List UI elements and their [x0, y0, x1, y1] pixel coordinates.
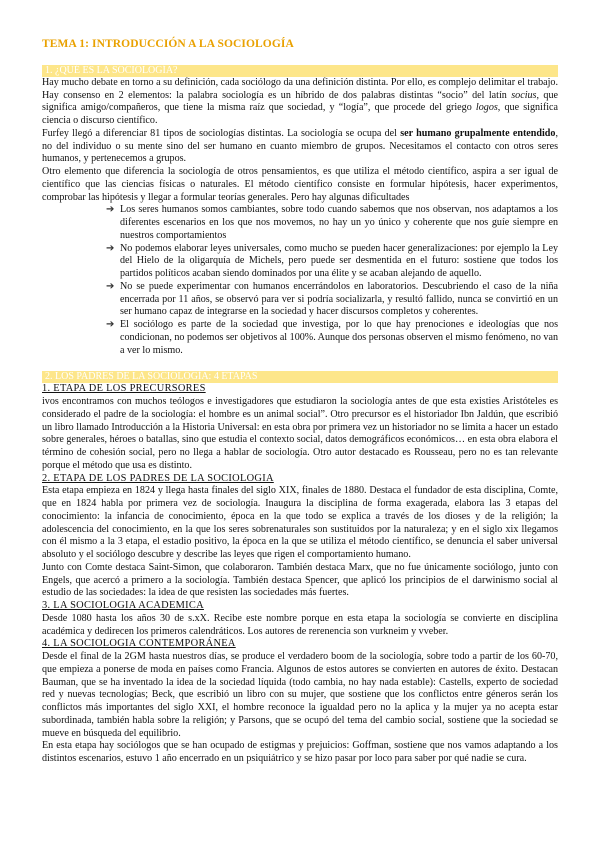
paragraph-academica: Desde 1080 hasta los años 30 de s.xX. Recibe este nombre porque en esta etapa la sociología se convierte en disciplina académica y dedirecen los primeros calendráticos. Los autores de rerenencia son vurkneim y vveber.: [42, 612, 558, 637]
paragraph-text: , que significa ciencia o discurso científico.: [42, 102, 558, 126]
bold-term: ser humano grupalmente entendido: [400, 127, 556, 139]
arrow-icon: ➔: [106, 204, 115, 216]
arrow-icon: ➔: [106, 319, 115, 330]
arrow-icon: ➔: [106, 242, 115, 254]
paragraph-saint-simon: Junto con Comte destaca Saint-Simon, que colaboraron. También destaca Marx, que no fue únicamente sociólogo, junto con Engels, que acercó a primero a la sociología. También destaca Spencer, que aplicó los principios de el darwinismo social al estudio de las sociedades: la idea de que resisten las sociedades más fuertes.: [42, 561, 558, 599]
paragraph-metodo: Otro elemento que diferencia la sociología de otros pensamientos, es que utiliza el método científico, aspira a ser igual de científico que las ciencias físicas o naturales. El método científico consiste en formular hipótesis, hacer experimentos, comprobar las hipótesis y llegar a formular teorías generales. Pero hay algunas dificultades: [42, 166, 558, 203]
difficulties-list: [42, 204, 558, 357]
paragraph-text: , no del individuo o su mente sino del ser humano en cuanto miembro de grupos. Necesitamos el contacto con otros seres humanos, y pertenecemos a grupos.: [42, 127, 559, 165]
list-item: [106, 204, 558, 242]
greek-term: logos: [475, 102, 498, 114]
paragraph-definition: [42, 77, 558, 128]
list-item: [106, 242, 558, 281]
paragraph-text: , que significa amigo/compañeros, que tiene la misma raíz que sociedad, y “logía”, que procede del griego: [42, 89, 558, 114]
subheading-academica: 3. LA SOCIOLOGIA ACADEMICA: [42, 600, 204, 611]
paragraph-text: Hay mucho debate en torno a su definición, cada sociólogo da una definición distinta. Por ello, es complejo delimitar el trabajo. Hay consenso en 2 elementos: la palabra sociología es un híbrido de dos palabras distintas “socio” del latín: [42, 76, 558, 101]
section-heading-padres: 2. LOS PADRES DE LA SOCIOLOGÍA: 4 ETAPAS: [42, 371, 558, 383]
subheading-padres: 2. ETAPA DE LOS PADRES DE LA SOCIOLOGIA: [42, 472, 274, 484]
paragraph-text: Furfey llegó a diferenciar 81 tipos de sociologías distintas. La sociología se ocupa del: [42, 127, 401, 139]
list-item-text: Los seres humanos somos cambiantes, sobre todo cuando sabemos que nos observan, nos adaptamos a los diferentes escenarios en los que nos movemos, no hay un yo único y coherente que nos guíe siempre en nuestros comportamientos: [120, 204, 558, 241]
paragraph-furfey: [42, 128, 558, 166]
paragraph-contemporanea: Desde el final de la 2GM hasta nuestros días, se produce el verdadero boom de la sociología, sobre todo a partir de los 60-70, que empieza a ponerse de moda en países como Francia. Algunos de estos autores se convierten en autores de éxito. Destacan Bauman, que se ha inventado la idea de la sociedad líquida (todo cambia, no hay nada estable): Castells, experto de sociedad red y nuevas tecnologías; Beck, que escribió un libro con su mujer, que sostiene que los conflictos entre géneros serán los conflictos más importantes del siglo XXI, el hombre reconoce la igualdad pero no la aplica y la mujer ya no acepta estar subordinada, también habla sobre la religión; y Parsons, que se ocupó del tema del cambio social, sostiene que la sociedad se mueve en búsqueda del equilibrio.: [42, 651, 558, 739]
latin-term: socius: [511, 89, 537, 101]
list-item: [106, 319, 558, 357]
subheading-precursores: 1. ETAPA DE LOS PRECURSORES: [42, 383, 206, 395]
section-heading-que-es: 1. ¿QUÉ ES LA SOCIOLOGÍA?: [42, 65, 558, 77]
list-item: [106, 280, 558, 319]
list-item-text: No podemos elaborar leyes universales, como mucho se pueden hacer generalizaciones: por ejemplo la Ley del Hielo de la oligarquía de Michels, pero puede ser desmentida en el futuro: sostiene que todos los partidos políticos acaban siendo dominados por una élite y se acaban alejando de aquello.: [120, 242, 558, 279]
arrow-icon: ➔: [106, 280, 115, 292]
paragraph-precursores: ivos encontramos con muchos teólogos e investigadores que estudiaron la sociología antes de que esta existies Aristóteles es considerado el padre de la sociología: el hombre es un animal social”. Otro precursor es el historiador Ibn Jaldún, que escribió un libro llamado Introducción a la Historia Universal: en esta obra por primera vez un historiador no se limita a hacer un estado sobre generales, héroes o batallas, sino que estudia el contexto social, datos demográficos económicos… en esta obra elabora el término de cohesión social, pero no llega a hablar de sociología. Otro autor destacado es Rousseau, pero no es tan relevante porque el método que usa es distinto.: [42, 396, 558, 471]
list-item-text: No se puede experimentar con humanos encerrándolos en laboratorios. Descubriendo el caso de la niña encerrada por 11 años, se observó para ver si podría socializarla, y resultó fallido, nunca se convirtió en un ser humano capaz de integrarse en la sociedad y hacer discursos completos y coherentes.: [120, 280, 558, 318]
paragraph-goffman: En esta etapa hay sociólogos que se han ocupado de estigmas y prejuicios: Goffman, sostiene que nos vamos adaptando a los distintos escenarios, estuvo 1 año encerrado en un psiquiátrico y se hizo pasar por loco para saber por qué nadie se cura.: [42, 740, 558, 764]
paragraph-comte: Esta etapa empieza en 1824 y llega hasta finales del siglo XIX, finales de 1880. Destaca el fundador de esta disciplina, Comte, que en 1824 habla por primera vez de sociología. Inaugura la disciplina de forma exagerada, elabora las 3 etapas del conocimiento: la infancia de conocimiento, época en la que todo se explica a través de los dioses y de la religión; la adolescencia del conocimiento, en la que los seres sobrenaturales son sustituidos por la naturaleza; y en el siglo xix llegamos con él mismo a la 3 etapa, el estadio positivo, la época en la que se utiliza el método científico, se denuncia el saber universal absoluto y el sociólogo descubre y describe las leyes que rigen el comportamiento humano.: [42, 485, 558, 560]
list-item-text: El sociólogo es parte de la sociedad que investiga, por lo que hay prenociones e ideologías que nos condicionan, no podemos ser objetivos al 100%. Aunque dos personas observen el mismo fenómeno, no van a ver lo mismo.: [120, 319, 558, 356]
document-title: TEMA 1: INTRODUCCIÓN A LA SOCIOLOGÍA: [42, 38, 294, 50]
subheading-contemporanea: 4. LA SOCIOLOGIA CONTEMPORÁNEA: [42, 638, 236, 650]
